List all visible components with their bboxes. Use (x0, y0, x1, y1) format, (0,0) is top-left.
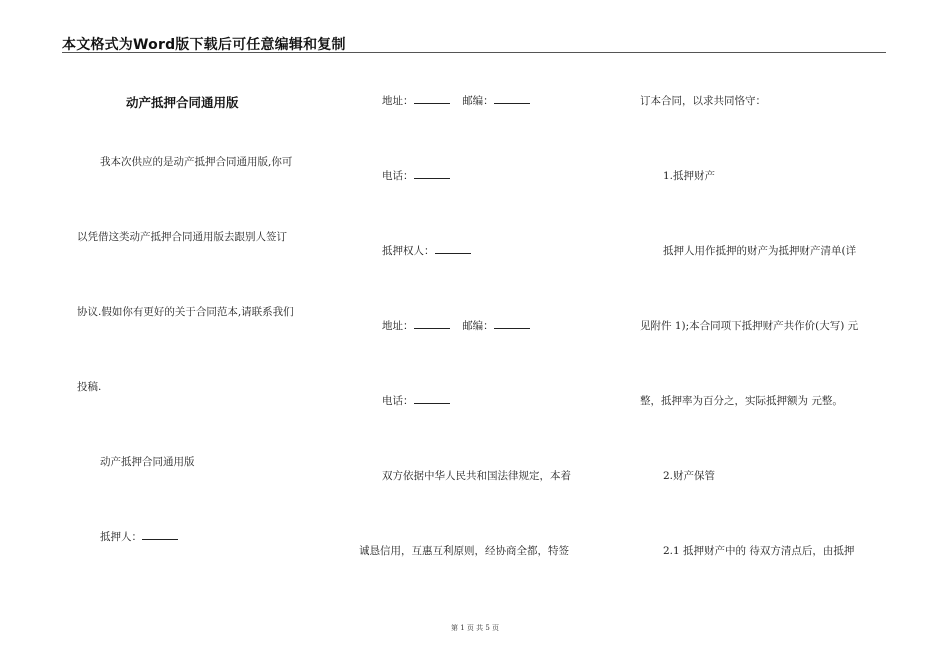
section-heading-1: 1.抵押财产 (663, 170, 716, 182)
address-label: 地址： (382, 320, 414, 332)
mortgagor-label: 抵押人： (100, 531, 142, 543)
mortgagor-blank (142, 538, 178, 540)
mortgagee-address-row (382, 318, 530, 333)
mortgagee-blank (435, 252, 471, 254)
postcode-blank (494, 327, 530, 329)
phone-blank (414, 177, 450, 179)
intro-line-2: 以凭借这类动产抵押合同通用版去跟别人签订 (77, 231, 287, 243)
phone-blank (414, 402, 450, 404)
postcode-label: 邮编： (462, 95, 494, 107)
clause-line-7: 2.1 抵押财产中的 待双方清点后，由抵押 (663, 545, 855, 557)
preamble-line-2: 诚恳信用，互惠互利原则，经协商全都，特签 (359, 545, 569, 557)
document-header-title: 本文格式为Word版下载后可任意编辑和复制 (62, 37, 346, 53)
intro-line-4: 投稿. (77, 381, 102, 393)
mortgagor-phone-row (382, 168, 450, 183)
address-blank (414, 327, 450, 329)
address-label: 地址： (382, 95, 414, 107)
header-divider (62, 52, 886, 53)
mortgagee-phone-row (382, 393, 450, 408)
intro-line-3: 协议.假如你有更好的关于合同范本,请联系我们 (77, 306, 294, 318)
document-subtitle: 动产抵押合同通用版 (100, 456, 195, 468)
intro-line-1: 我本次供应的是动产抵押合同通用版,你可 (100, 156, 293, 168)
phone-label: 电话： (382, 395, 414, 407)
mortgagor-address-row (382, 93, 530, 108)
clause-line-4: 见附件 1);本合同项下抵押财产共作价(大写) 元 (640, 320, 859, 332)
document-title: 动产抵押合同通用版 (126, 95, 239, 110)
postcode-blank (494, 102, 530, 104)
clause-line-3: 抵押人用作抵押的财产为抵押财产清单(详 (663, 245, 857, 257)
mortgagee-label: 抵押权人： (382, 245, 435, 257)
page-number: 第 1 页 共 5 页 (450, 624, 500, 632)
section-heading-2: 2.财产保管 (663, 470, 716, 482)
phone-label: 电话： (382, 170, 414, 182)
clause-line-5: 整，抵押率为百分之，实际抵押额为 元整。 (640, 395, 843, 407)
clause-line-1: 订本合同，以求共同恪守： (640, 95, 766, 107)
postcode-label: 邮编： (462, 320, 494, 332)
preamble-line-1: 双方依据中华人民共和国法律规定，本着 (382, 470, 571, 482)
address-blank (414, 102, 450, 104)
mortgagee-row (382, 243, 471, 258)
mortgagor-field (100, 529, 178, 544)
